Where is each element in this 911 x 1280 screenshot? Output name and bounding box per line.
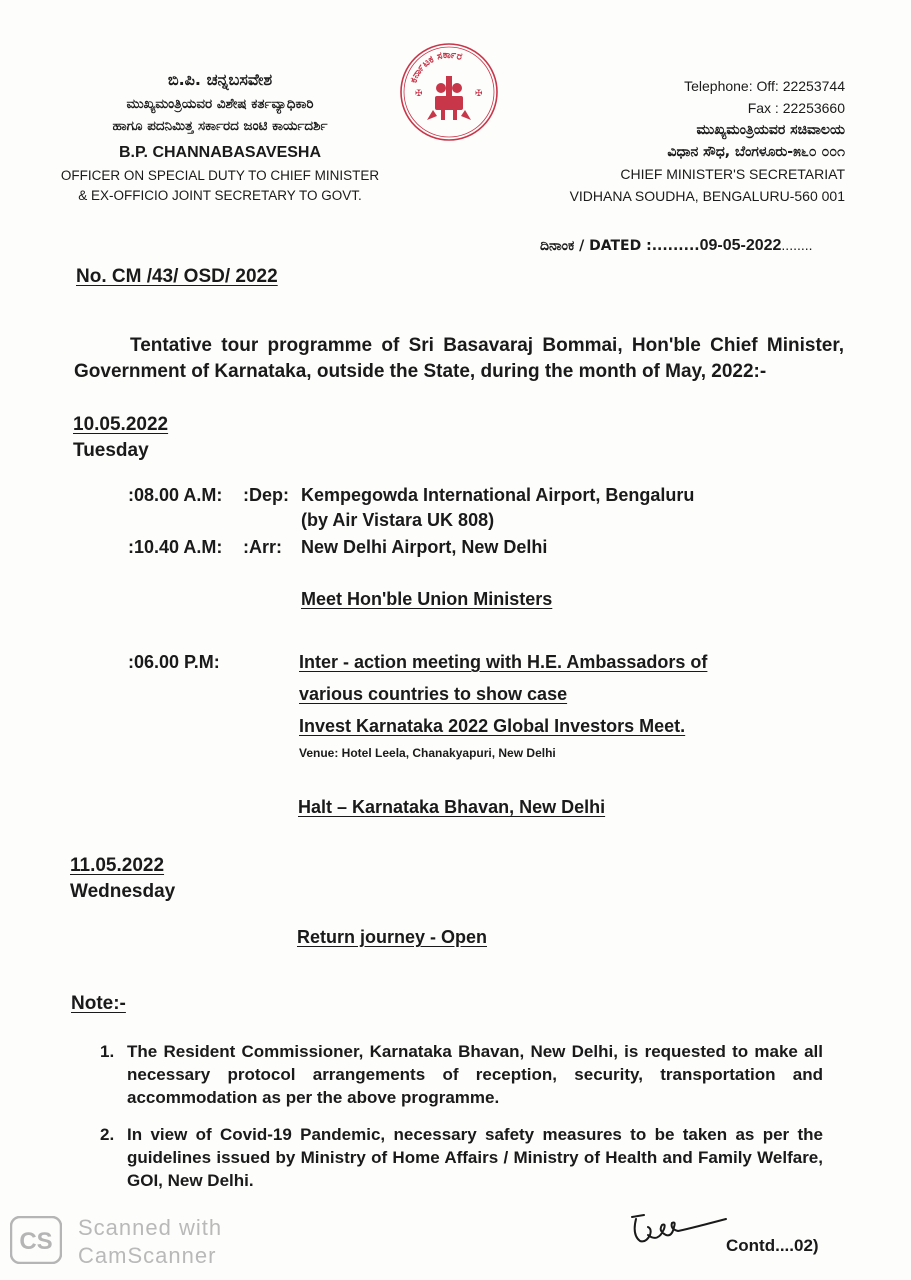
- note-item-2: [127, 1123, 823, 1192]
- intro-line-2: Government of Karnataka, outside the State, during the month of May, 2022:-: [74, 361, 767, 382]
- emblem-text: ಕರ್ನಾಟಕ ಸರ್ಕಾರ: [408, 49, 464, 85]
- arrival-time: :10.40 A.M:: [128, 537, 223, 557]
- day1-weekday: Tuesday: [73, 440, 149, 461]
- arrival-place: New Delhi Airport, New Delhi: [301, 537, 548, 557]
- dated-label: ದಿನಾಂಕ / DATED :.........: [540, 238, 700, 254]
- svg-text:ಕರ್ನಾಟಕ ಸರ್ಕಾರ: [408, 50, 464, 85]
- note-item-1-number: 1.: [100, 1042, 115, 1061]
- departure-kind: :Dep:: [243, 485, 289, 505]
- dated-value: 09-05-2022: [699, 237, 782, 254]
- sender-title-english-2: & EX-OFFICIO JOINT SECRETARY TO GOVT.: [78, 188, 362, 203]
- camscanner-line-2: CamScanner: [78, 1243, 217, 1268]
- sender-title-kannada-2: ಹಾಗೂ ಪದನಿಮಿತ್ತ ಸರ್ಕಾರದ ಜಂಟಿ ಕಾರ್ಯದರ್ಶಿ: [112, 118, 328, 134]
- note-item-2-line-1: In view of Covid-19 Pandemic, necessary safety measures to be taken as per the: [127, 1125, 823, 1144]
- evening-line-1: Inter - action meeting with H.E. Ambassadors of: [299, 652, 708, 672]
- note-item-2-line-3: GOI, New Delhi.: [127, 1171, 254, 1190]
- fax-number: Fax : 22253660: [747, 100, 845, 116]
- dated-line: [540, 237, 813, 255]
- address-english: VIDHANA SOUDHA, BENGALURU-560 001: [569, 188, 845, 204]
- sender-title-kannada-1: ಮುಖ್ಯಮಂತ್ರಿಯವರ ವಿಶೇಷ ಕರ್ತವ್ಯಾಧಿಕಾರಿ: [126, 96, 314, 112]
- camscanner-watermark: [78, 1214, 222, 1270]
- day2-weekday: Wednesday: [70, 881, 176, 902]
- return-journey: Return journey - Open: [297, 927, 488, 947]
- halt-line: Halt – Karnataka Bhavan, New Delhi: [298, 797, 606, 817]
- secretariat-block: [485, 78, 845, 210]
- intro-line-1: Tentative tour programme of Sri Basavaraj Bommai, Hon'ble Chief Minister,: [130, 335, 844, 356]
- evening-time: :06.00 P.M:: [128, 652, 220, 672]
- departure-time: :08.00 A.M:: [128, 485, 223, 505]
- svg-text:✠: ✠: [475, 89, 483, 99]
- sender-name-english: B.P. CHANNABASAVESHA: [118, 144, 322, 161]
- note-item-1-line-1: The Resident Commissioner, Karnataka Bhavan, New Delhi, is requested to make all: [127, 1042, 823, 1061]
- address-kannada: ವಿಧಾನ ಸೌಧ, ಬೆಂಗಳೂರು-೫೬೦ ೦೦೧: [667, 144, 845, 160]
- day1-date: 10.05.2022: [73, 414, 169, 435]
- handwritten-signature: [628, 1205, 738, 1255]
- note-item-2-line-2: guidelines issued by Ministry of Home Affairs / Ministry of Health and Family Welfare,: [127, 1148, 823, 1167]
- venue-line: Venue: Hotel Leela, Chanakyapuri, New Delhi: [299, 746, 556, 760]
- evening-line-2: various countries to show case: [299, 684, 568, 704]
- continued-marker: Contd....02): [726, 1236, 819, 1255]
- sender-name-kannada: ಬಿ.ಪಿ. ಚನ್ನಬಸವೇಶ: [167, 70, 273, 89]
- day2-date: 11.05.2022: [70, 855, 165, 876]
- secretariat-english: CHIEF MINISTER'S SECRETARIAT: [620, 166, 845, 182]
- sender-title-english-1: OFFICER ON SPECIAL DUTY TO CHIEF MINISTER: [60, 168, 380, 183]
- evening-line-3: Invest Karnataka 2022 Global Investors Meet.: [299, 716, 686, 736]
- svg-text:✠: ✠: [415, 89, 423, 99]
- note-item-2-number: 2.: [100, 1125, 115, 1144]
- meet-union-ministers: Meet Hon'ble Union Ministers: [301, 589, 553, 609]
- secretariat-kannada: ಮುಖ್ಯಮಂತ್ರಿಯವರ ಸಚಿವಾಲಯ: [696, 122, 845, 138]
- camscanner-logo-icon: [10, 1216, 62, 1264]
- arrival-kind: :Arr:: [243, 537, 282, 557]
- departure-flight: (by Air Vistara UK 808): [301, 510, 495, 530]
- note-item-1-line-2: necessary protocol arrangements of reception, security, transportation and: [127, 1065, 823, 1084]
- note-item-1: [127, 1040, 823, 1109]
- camscanner-logo-text: CS: [19, 1228, 53, 1255]
- note-item-1-line-3: accommodation as per the above programme.: [127, 1088, 500, 1107]
- dated-trail: ........: [781, 237, 813, 253]
- note-heading: Note:-: [71, 993, 126, 1014]
- sender-block: [50, 70, 390, 203]
- reference-number: No. CM /43/ OSD/ 2022: [76, 266, 278, 287]
- departure-place: Kempegowda International Airport, Bengaluru: [301, 485, 695, 505]
- camscanner-line-1: Scanned with: [78, 1215, 223, 1240]
- telephone-number: Telephone: Off: 22253744: [684, 78, 845, 94]
- intro-paragraph: [74, 333, 844, 385]
